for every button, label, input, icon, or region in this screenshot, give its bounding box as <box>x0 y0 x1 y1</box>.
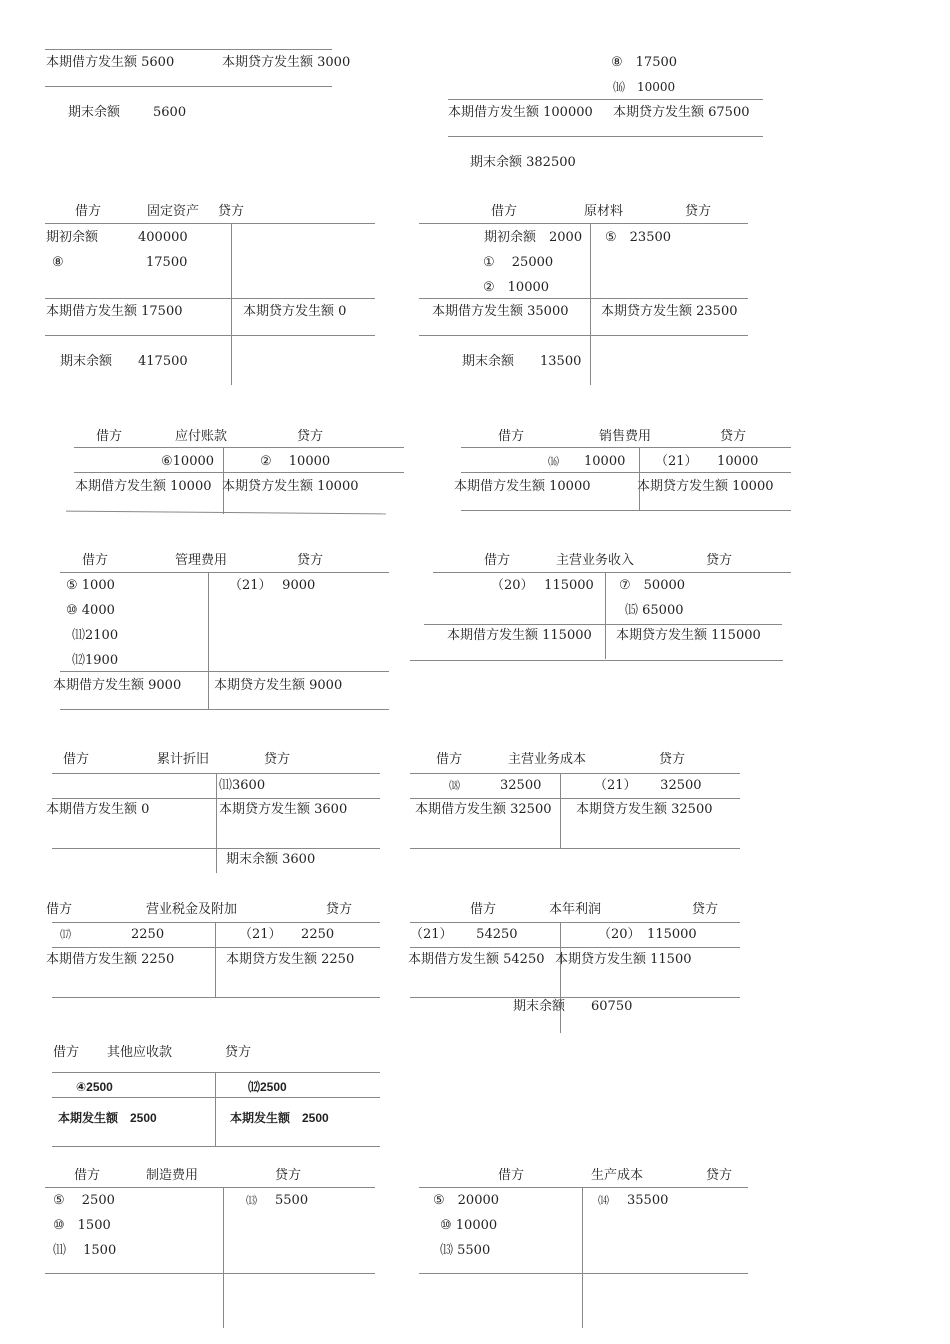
divider <box>605 573 606 659</box>
divider <box>52 1146 380 1147</box>
debit-total: 本期借方发生额 54250 <box>408 952 545 967</box>
debit-header: 借方 <box>96 429 123 444</box>
debit-entry: ⒀ 5500 <box>440 1243 491 1258</box>
ending-balance-label: 期末余额 <box>68 105 121 120</box>
divider <box>74 472 404 473</box>
divider <box>410 660 783 661</box>
account-title: 营业税金及附加 <box>146 902 238 917</box>
debit-header: 借方 <box>491 204 518 219</box>
entry-ref: ⑧ <box>52 255 64 270</box>
divider <box>424 624 782 625</box>
credit-header: 贷方 <box>706 553 733 568</box>
debit-entry: ④2500 <box>76 1080 113 1094</box>
divider <box>52 1097 380 1098</box>
debit-entry: ⑤ 20000 <box>433 1193 500 1208</box>
debit-total: 本期借方发生额 10000 <box>454 479 591 494</box>
credit-total: 本期发生额 2500 <box>230 1111 329 1125</box>
credit-header: 贷方 <box>275 1168 302 1183</box>
credit-header: 贷方 <box>706 1168 733 1183</box>
credit-total: 本期贷方发生额 115000 <box>616 628 761 643</box>
account-title: 主营业务成本 <box>508 752 587 767</box>
divider <box>45 1187 375 1188</box>
credit-value: 5500 <box>275 1193 309 1208</box>
debit-header: 借方 <box>53 1045 80 1060</box>
divider <box>216 774 217 873</box>
credit-total: 本期贷方发生额 67500 <box>613 105 750 120</box>
divider <box>410 798 740 799</box>
credit-entry: ② 10000 <box>260 454 331 469</box>
debit-entry: ⑾ 1500 <box>53 1243 117 1258</box>
credit-total: 本期贷方发生额 9000 <box>214 678 343 693</box>
debit-ref: ⒄ <box>60 928 71 941</box>
credit-entry: ⑧ 17500 <box>611 55 678 70</box>
divider <box>52 848 380 849</box>
divider <box>410 773 740 774</box>
debit-header: 借方 <box>484 553 511 568</box>
divider <box>52 947 380 948</box>
divider <box>433 572 791 573</box>
divider <box>215 923 216 997</box>
divider <box>223 1188 224 1328</box>
debit-header: 借方 <box>470 902 497 917</box>
divider <box>52 997 380 998</box>
account-title: 固定资产 <box>147 204 200 219</box>
divider <box>45 86 332 87</box>
ending-label: 期末余额 <box>462 354 515 369</box>
ending-balance: 期末余额 382500 <box>470 155 576 170</box>
divider <box>448 99 763 100</box>
account-title: 制造费用 <box>146 1168 199 1183</box>
divider <box>419 1187 748 1188</box>
debit-entry: （20） 115000 <box>491 578 594 593</box>
debit-total: 本期借方发生额 100000 <box>448 105 593 120</box>
ending-balance: 期末余额 3600 <box>226 852 316 867</box>
debit-entry: ⑩ 4000 <box>66 603 115 618</box>
debit-total: 本期借方发生额 9000 <box>53 678 182 693</box>
divider <box>461 510 791 511</box>
account-title: 主营业务收入 <box>556 553 635 568</box>
divider <box>419 223 748 224</box>
debit-header: 借方 <box>498 429 525 444</box>
debit-entry: （21） 54250 <box>410 927 518 942</box>
debit-value: 2250 <box>131 927 165 942</box>
divider <box>582 1188 583 1328</box>
credit-header: 贷方 <box>225 1045 252 1060</box>
debit-entry: ⑤ 1000 <box>66 578 115 593</box>
divider <box>45 335 375 336</box>
ending-label: 期末余额 <box>513 999 566 1014</box>
credit-ref: ⒀ <box>246 1194 257 1207</box>
account-title: 累计折旧 <box>157 752 210 767</box>
account-title: 应付账款 <box>175 429 228 444</box>
divider <box>410 922 740 923</box>
credit-value: 35500 <box>627 1193 669 1208</box>
credit-entry: ⑾3600 <box>219 778 266 793</box>
credit-header: 贷方 <box>659 752 686 767</box>
credit-entry: ⑤ 23500 <box>605 230 672 245</box>
divider <box>419 298 748 299</box>
credit-total: 本期贷方发生额 3000 <box>222 55 351 70</box>
credit-header: 贷方 <box>218 204 245 219</box>
credit-total: 本期贷方发生额 11500 <box>555 952 692 967</box>
credit-entry: （20） 115000 <box>598 927 697 942</box>
opening-value: 400000 <box>138 230 188 245</box>
divider <box>461 447 791 448</box>
debit-header: 借方 <box>498 1168 525 1183</box>
opening-label: 期初余额 <box>46 230 99 245</box>
divider <box>45 298 375 299</box>
divider <box>208 573 209 709</box>
credit-total: 本期贷方发生额 23500 <box>601 304 738 319</box>
debit-ref: ⒃ <box>548 455 559 468</box>
divider <box>448 136 763 137</box>
credit-entry: （21） 2250 <box>239 927 335 942</box>
credit-header: 贷方 <box>264 752 291 767</box>
credit-header: 贷方 <box>720 429 747 444</box>
divider <box>52 922 380 923</box>
credit-entry: （21） 9000 <box>229 578 316 593</box>
divider <box>215 1073 216 1146</box>
debit-entry: ⑾2100 <box>72 628 119 643</box>
credit-total: 本期贷方发生额 10000 <box>637 479 774 494</box>
debit-total: 本期借方发生额 115000 <box>447 628 592 643</box>
account-title: 管理费用 <box>175 553 228 568</box>
debit-header: 借方 <box>75 204 102 219</box>
credit-ref: ⒁ <box>598 1194 609 1207</box>
debit-entry: ① 25000 <box>483 255 554 270</box>
divider <box>560 774 561 848</box>
debit-entry: ⑩ 1500 <box>53 1218 111 1233</box>
account-title: 其他应收款 <box>107 1045 173 1060</box>
credit-total: 本期贷方发生额 10000 <box>222 479 359 494</box>
divider <box>45 1273 375 1274</box>
divider <box>60 671 389 672</box>
debit-entry: ⑩ 10000 <box>440 1218 498 1233</box>
ending-value: 417500 <box>138 354 188 369</box>
credit-entry: ⒂ 65000 <box>625 603 684 618</box>
debit-value: 32500 <box>500 778 542 793</box>
divider <box>60 709 389 710</box>
divider <box>560 923 561 1033</box>
entry-value: 17500 <box>146 255 188 270</box>
credit-total: 本期贷方发生额 2250 <box>226 952 355 967</box>
debit-total: 本期发生额 2500 <box>58 1111 157 1125</box>
credit-entry: ⒃ 10000 <box>613 80 676 94</box>
divider <box>461 472 791 473</box>
ending-value: 13500 <box>540 354 582 369</box>
divider <box>60 572 389 573</box>
debit-ref: ⒅ <box>449 779 460 792</box>
debit-total: 本期借方发生额 5600 <box>46 55 175 70</box>
debit-entry: 期初余额 2000 <box>484 230 583 245</box>
divider <box>45 223 375 224</box>
credit-header: 贷方 <box>326 902 353 917</box>
account-title: 生产成本 <box>591 1168 644 1183</box>
debit-total: 本期借方发生额 17500 <box>46 304 183 319</box>
ending-label: 期末余额 <box>60 354 113 369</box>
debit-total: 本期借方发生额 35000 <box>432 304 569 319</box>
debit-entry: ⑥10000 <box>161 454 215 469</box>
debit-total: 本期借方发生额 0 <box>46 802 150 817</box>
ending-balance-value: 5600 <box>153 105 187 120</box>
debit-entry: ⑤ 2500 <box>53 1193 115 1208</box>
debit-header: 借方 <box>46 902 73 917</box>
divider <box>45 49 332 50</box>
divider <box>231 224 232 385</box>
divider <box>419 1273 748 1274</box>
credit-header: 贷方 <box>297 553 324 568</box>
debit-header: 借方 <box>82 553 109 568</box>
credit-entry: （21） 10000 <box>655 454 759 469</box>
credit-entry: ⑿2500 <box>248 1080 287 1094</box>
divider <box>66 511 386 515</box>
divider <box>419 335 748 336</box>
credit-total: 本期贷方发生额 3600 <box>219 802 348 817</box>
debit-total: 本期借方发生额 2250 <box>46 952 175 967</box>
credit-header: 贷方 <box>692 902 719 917</box>
debit-header: 借方 <box>74 1168 101 1183</box>
divider <box>410 997 740 998</box>
credit-header: 贷方 <box>685 204 712 219</box>
debit-entry: ⑿1900 <box>72 653 119 668</box>
debit-total: 本期借方发生额 32500 <box>415 802 552 817</box>
ending-value: 60750 <box>591 999 633 1014</box>
debit-header: 借方 <box>436 752 463 767</box>
account-title: 原材料 <box>584 204 624 219</box>
divider <box>52 1072 380 1073</box>
credit-total: 本期贷方发生额 0 <box>243 304 347 319</box>
debit-value: 10000 <box>584 454 626 469</box>
credit-entry: ⑦ 50000 <box>619 578 686 593</box>
credit-entry: （21） 32500 <box>594 778 702 793</box>
divider <box>410 848 740 849</box>
divider <box>52 798 380 799</box>
divider <box>590 224 591 385</box>
credit-header: 贷方 <box>297 429 324 444</box>
account-title: 本年利润 <box>549 902 602 917</box>
credit-total: 本期贷方发生额 32500 <box>576 802 713 817</box>
account-title: 销售费用 <box>599 429 652 444</box>
divider <box>410 947 740 948</box>
debit-total: 本期借方发生额 10000 <box>75 479 212 494</box>
divider <box>74 447 404 448</box>
debit-entry: ② 10000 <box>483 280 550 295</box>
debit-header: 借方 <box>63 752 90 767</box>
